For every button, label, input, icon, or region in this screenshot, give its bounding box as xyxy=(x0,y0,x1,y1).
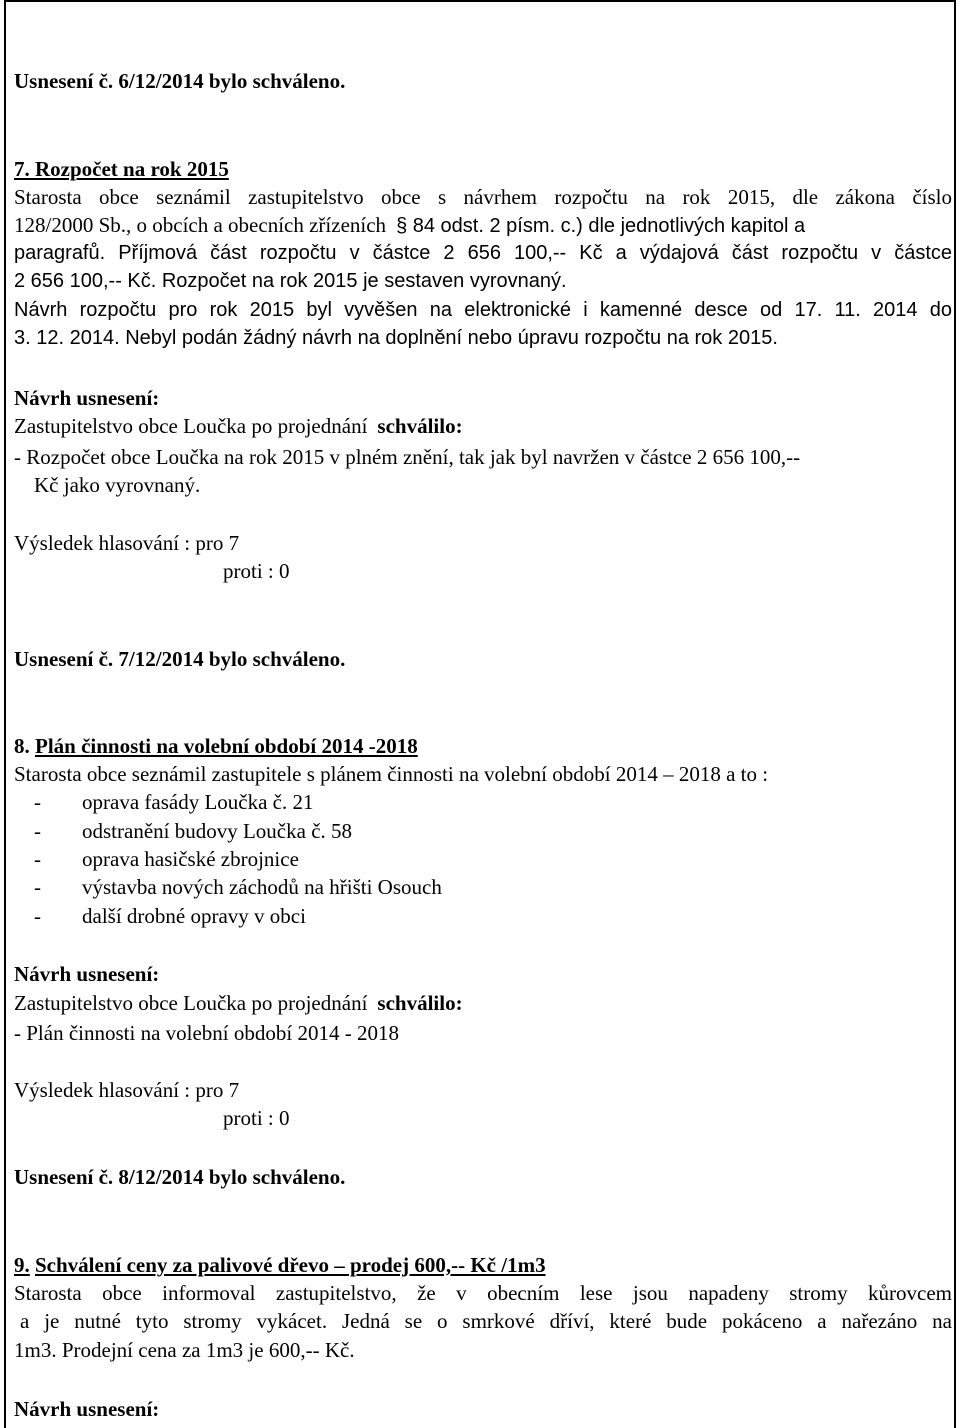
section-7-text: 128/2000 Sb., o obcích a obecních zřízeních xyxy=(14,213,387,237)
section-8-vote-against: proti : 0 xyxy=(223,1106,290,1130)
section-7-paragraph-line: Starosta obce seznámil zastupitelstvo obce s návrhem rozpočtu na rok 2015, dle zákona číslo xyxy=(14,185,952,209)
section-8-list-item: - oprava hasičské zbrojnice xyxy=(34,847,299,871)
approved-label: schválilo: xyxy=(377,414,463,438)
section-8-list-item: - oprava fasády Loučka č. 21 xyxy=(34,790,314,814)
section-9-number: 9. xyxy=(14,1253,30,1277)
section-9-paragraph-line: a je nutné tyto stromy vykácet. Jedná se o smrkové dříví, které bude pokáceno a nařezáno na xyxy=(20,1309,952,1333)
section-9-title: Schválení ceny za palivové dřevo – prodej 600,-- Kč /1m3 xyxy=(35,1253,546,1277)
section-7-paragraph-line: 2 656 100,-- Kč. Rozpočet na rok 2015 je sestaven vyrovnaný. xyxy=(14,270,567,292)
section-9-paragraph-line: Starosta obce informoval zastupitelstvo, že v obecním lese jsou napadeny stromy kůrovcem xyxy=(14,1281,952,1305)
section-7-vote-against: proti : 0 xyxy=(223,559,290,583)
section-8-list-item: - odstranění budovy Loučka č. 58 xyxy=(34,819,353,843)
approved-label: schválilo: xyxy=(377,991,463,1015)
resolution-8-result: Usnesení č. 8/12/2014 bylo schváleno. xyxy=(14,1165,346,1189)
section-7-item-continuation: Kč jako vyrovnaný. xyxy=(34,473,201,497)
section-9-heading xyxy=(14,1251,546,1279)
section-7-council-statement xyxy=(14,412,463,440)
section-9-paragraph-line: 1m3. Prodejní cena za 1m3 je 600,-- Kč. xyxy=(14,1338,355,1362)
section-7-vote-for: Výsledek hlasování : pro 7 xyxy=(14,531,240,555)
section-7-paragraph-line: 3. 12. 2014. Nebyl podán žádný návrh na doplnění nebo úpravu rozpočtu na rok 2015. xyxy=(14,327,778,349)
section-8-list-item: - další drobné opravy v obci xyxy=(34,904,306,928)
section-7-proposal-label: Návrh usnesení: xyxy=(14,386,160,410)
resolution-6-result: Usnesení č. 6/12/2014 bylo schváleno. xyxy=(14,69,346,93)
section-8-heading xyxy=(14,732,418,760)
section-7-heading: 7. Rozpočet na rok 2015 xyxy=(14,157,229,181)
section-8-list-item: - výstavba nových záchodů na hřišti Osouch xyxy=(34,875,442,899)
section-7-paragraph-line xyxy=(14,211,805,240)
section-7-text-sans: § 84 odst. 2 písm. c.) dle jednotlivých kapitol a xyxy=(396,215,806,237)
section-8-plan-item: - Plán činnosti na volební období 2014 - 2018 xyxy=(14,1021,399,1045)
section-8-council-statement xyxy=(14,989,463,1017)
section-8-vote-for: Výsledek hlasování : pro 7 xyxy=(14,1078,240,1102)
section-8-number: 8. xyxy=(14,734,30,758)
section-8-title: Plán činnosti na volební období 2014 -2018 xyxy=(35,734,418,758)
resolution-7-result: Usnesení č. 7/12/2014 bylo schváleno. xyxy=(14,647,346,671)
section-9-proposal-label: Návrh usnesení: xyxy=(14,1397,160,1421)
section-7-paragraph-line: Návrh rozpočtu pro rok 2015 byl vyvěšen na elektronické i kamenné desce od 17. 11. 2014 do xyxy=(14,299,952,321)
council-text: Zastupitelstvo obce Loučka po projednání xyxy=(14,991,368,1015)
document-page xyxy=(4,0,956,1428)
section-7-item: - Rozpočet obce Loučka na rok 2015 v plném znění, tak jak byl navržen v částce 2 656 100,-- xyxy=(14,445,801,469)
section-8-proposal-label: Návrh usnesení: xyxy=(14,962,160,986)
section-8-intro: Starosta obce seznámil zastupitele s plánem činnosti na volební období 2014 – 2018 a to : xyxy=(14,762,769,786)
council-text: Zastupitelstvo obce Loučka po projednání xyxy=(14,414,368,438)
section-7-paragraph-line: paragrafů. Příjmová část rozpočtu v částce 2 656 100,-- Kč a výdajová část rozpočtu v částce xyxy=(14,242,952,264)
